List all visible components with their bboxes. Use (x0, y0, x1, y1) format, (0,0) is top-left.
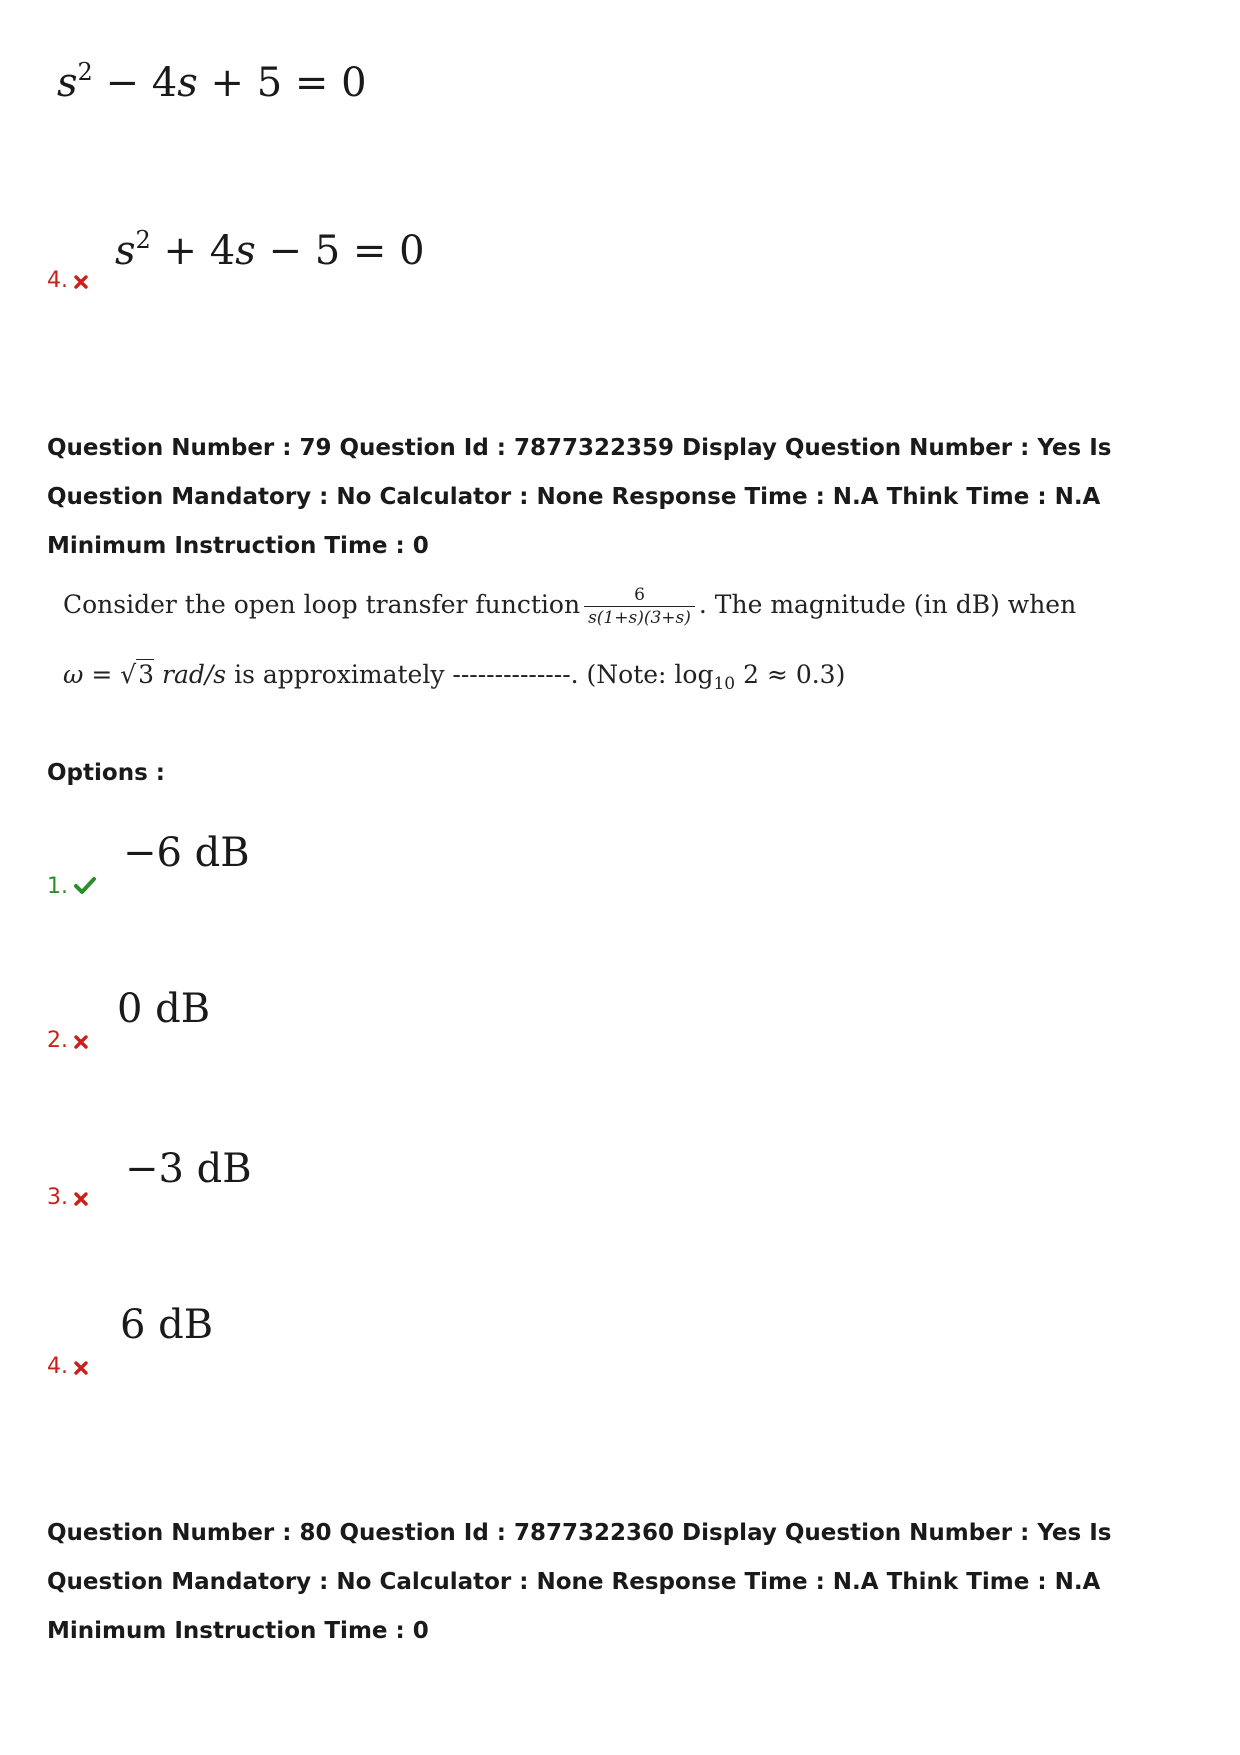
cross-icon (74, 1356, 88, 1381)
option-1-value: −6 dB (123, 830, 250, 876)
cross-icon (74, 270, 88, 295)
q79-meta: Question Number : 79 Question Id : 7877322359 Display Question Number : Yes Is Question Mandatory : No Calculator : None Response Time : N.A Think Time : N.A Minimum Instruction Time : 0 (47, 435, 1112, 559)
check-icon (74, 876, 96, 901)
q79-question-line2: ω = √3 rad/s is approximately --------------. (Note: $\log_{10} 2 \approx 0.3$) (63, 660, 846, 694)
option-4-number: 4. (47, 1354, 88, 1381)
option-1-number: 1. (47, 874, 96, 901)
prev-option3-equation: $s^2 - 4s + 5 = 0$ (57, 58, 367, 106)
option-2-value: 0 dB (117, 986, 211, 1032)
cross-icon (74, 1187, 88, 1212)
prev-option4-number: 4. (47, 268, 88, 295)
q80-meta: Question Number : 80 Question Id : 7877322360 Display Question Number : Yes Is Question Mandatory : No Calculator : None Response Time : N.A Think Time : N.A Minimum Instruction Time : 0 (47, 1520, 1112, 1644)
transfer-function-fraction: $\frac{6}{s(1+s)(3+s)}$ (584, 584, 695, 629)
option-4-value: 6 dB (120, 1302, 214, 1348)
option-2-number: 2. (47, 1028, 88, 1055)
q79-question-line1: Consider the open loop transfer function $\frac{6}{s(1+s)(3+s)}$ . The magnitude (in dB) when (63, 585, 1077, 628)
cross-icon (74, 1030, 88, 1055)
prev-option4-equation: $s^2 + 4s - 5 = 0$ (115, 226, 425, 274)
options-label: Options : (47, 760, 165, 786)
option-3-number: 3. (47, 1185, 88, 1212)
option-3-value: −3 dB (125, 1146, 252, 1192)
